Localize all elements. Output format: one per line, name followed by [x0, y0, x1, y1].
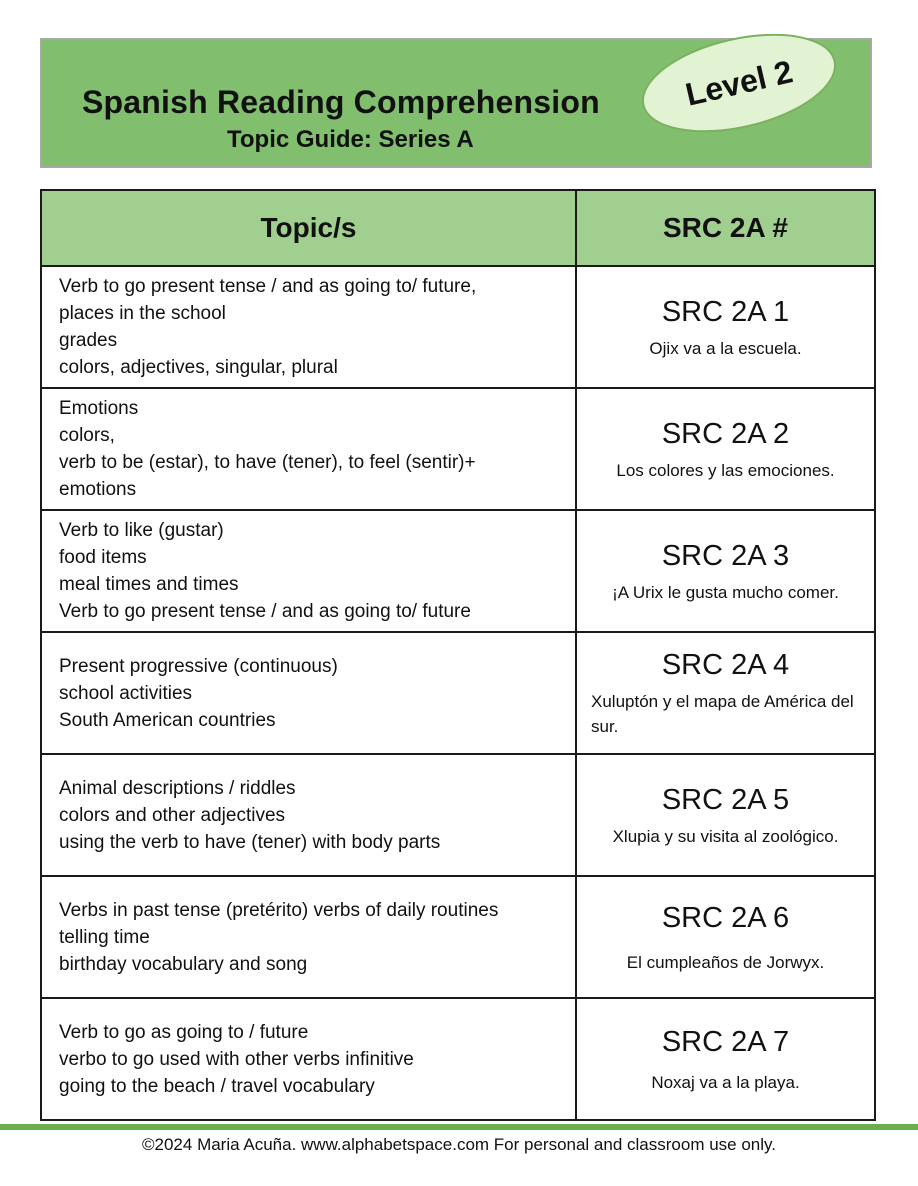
topic-line: school activities: [59, 682, 193, 704]
topic-line: telling time: [59, 926, 150, 948]
src-cell: [576, 510, 875, 632]
level-badge-label: Level 2: [681, 52, 796, 113]
topic-line: birthday vocabulary and song: [59, 953, 308, 975]
topic-cell: [41, 266, 576, 388]
topic-table: [40, 189, 876, 1121]
topic-line: food items: [59, 547, 147, 568]
footer-divider: [0, 1124, 918, 1130]
topic-cell: [41, 632, 576, 754]
table-header-row: [41, 190, 875, 266]
src-title: El cumpleaños de Jorwyx.: [626, 952, 825, 972]
topic-line: South American countries: [59, 709, 276, 731]
topic-line: verb to be (estar), to have (tener), to feel (sentir)+: [59, 452, 476, 473]
topic-line: Verbs in past tense (pretérito) verbs of daily routines: [59, 899, 499, 921]
table-row: [41, 754, 875, 876]
topic-line: colors, adjectives, singular, plural: [59, 357, 338, 378]
src-code: SRC 2A 1: [661, 295, 790, 328]
src-code: SRC 2A 6: [661, 901, 790, 934]
topic-line: Verb to go present tense / and as going to/ future: [59, 601, 471, 622]
topic-line: places in the school: [59, 303, 226, 324]
topic-cell: [41, 388, 576, 510]
table-row: [41, 266, 875, 388]
column-header-src: SRC 2A #: [576, 190, 875, 266]
src-cell: [576, 876, 875, 998]
topic-line: Animal descriptions / riddles: [59, 777, 296, 799]
src-title: Noxaj va a la playa.: [651, 1072, 800, 1092]
topic-cell: [41, 754, 576, 876]
page-title: Spanish Reading Comprehension: [82, 84, 600, 120]
src-cell: [576, 266, 875, 388]
topic-line: Verb to go as going to / future: [59, 1021, 309, 1043]
topic-line: emotions: [59, 479, 137, 500]
topic-line: colors and other adjectives: [59, 804, 286, 826]
topic-line: using the verb to have (tener) with body parts: [59, 831, 441, 853]
src-title: Ojix va a la escuela.: [649, 338, 802, 358]
topic-cell: [41, 876, 576, 998]
table-row: [41, 998, 875, 1120]
topic-line: grades: [59, 330, 118, 351]
topic-line: Present progressive (continuous): [59, 655, 338, 677]
src-title: ¡A Urix le gusta mucho comer.: [612, 582, 839, 602]
page-subtitle: Topic Guide: Series A: [227, 126, 474, 153]
src-cell: [576, 388, 875, 510]
topic-line: Verb to like (gustar): [59, 520, 224, 541]
table-row: [41, 876, 875, 998]
src-cell: [576, 632, 875, 754]
topic-line: going to the beach / travel vocabulary: [59, 1075, 375, 1097]
src-title: Xuluptón y el mapa de América del sur.: [591, 692, 854, 736]
src-cell: [576, 754, 875, 876]
topic-cell: [41, 998, 576, 1120]
table-row: [41, 632, 875, 754]
table-row: [41, 388, 875, 510]
topic-line: verbo to go used with other verbs infinitive: [59, 1048, 414, 1070]
table-row: [41, 510, 875, 632]
src-cell: [576, 998, 875, 1120]
footer-text: ©2024 Maria Acuña. www.alphabetspace.com For personal and classroom use only.: [142, 1135, 776, 1154]
column-header-topics: Topic/s: [41, 190, 576, 266]
topic-line: Emotions: [59, 398, 139, 419]
src-code: SRC 2A 4: [661, 649, 790, 681]
topic-line: meal times and times: [59, 574, 239, 595]
src-code: SRC 2A 5: [661, 783, 790, 816]
src-title: Xlupia y su visita al zoológico.: [612, 826, 839, 846]
topic-line: colors,: [59, 425, 115, 446]
src-title: Los colores y las emociones.: [616, 460, 835, 480]
src-code: SRC 2A 7: [661, 1025, 790, 1058]
src-code: SRC 2A 2: [661, 417, 790, 450]
topic-cell: [41, 510, 576, 632]
src-code: SRC 2A 3: [661, 539, 790, 572]
topic-line: Verb to go present tense / and as going to/ future,: [59, 276, 477, 297]
